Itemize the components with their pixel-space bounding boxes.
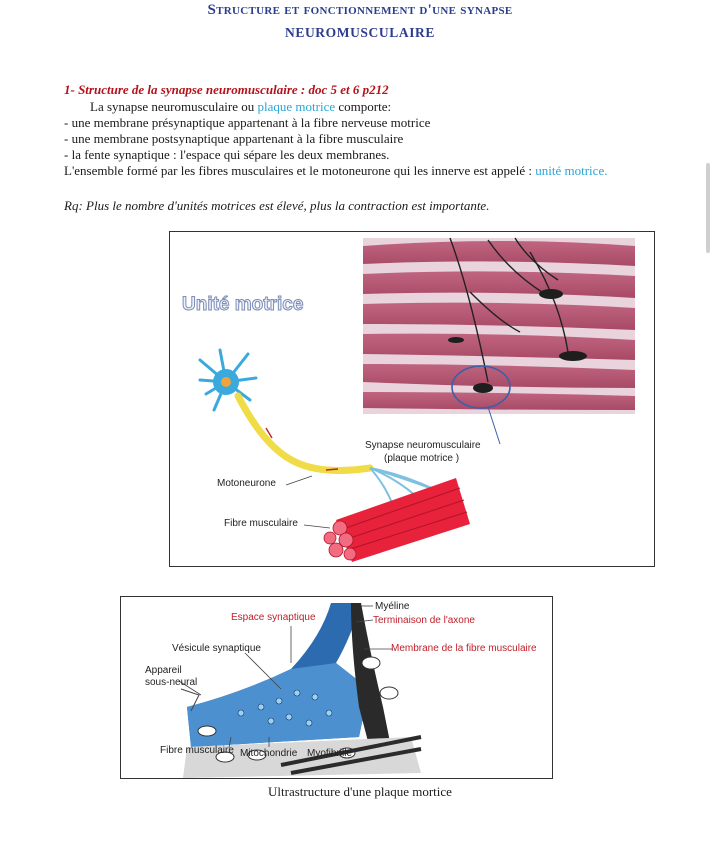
appareil-label: Appareil <box>145 665 182 676</box>
figure-caption: Ultrastructure d'une plaque mortice <box>268 784 452 799</box>
ensemble-text: L'ensemble formé par les fibres musculaires et le motoneurone qui les innerve est appelé : <box>64 163 536 178</box>
muscle-fibre-bundle <box>324 478 470 562</box>
page-title: Structure et fonctionnement d'une synapse <box>207 2 513 18</box>
myeline-label: Myéline <box>375 601 410 612</box>
fibre-musculaire-label-2: Fibre musculaire <box>160 745 234 756</box>
unite-motrice-illustration <box>170 232 654 566</box>
sous-neural-label: sous-neural <box>145 677 198 688</box>
membrane-fibre-label: Membrane de la fibre musculaire <box>391 643 537 654</box>
terminaison-label: Terminaison de l'axone <box>373 615 475 626</box>
intro-text: La synapse neuromusculaire ou <box>90 99 258 114</box>
mitochondrie-label: Mitochondrie <box>240 748 298 759</box>
motoneurone-label: Motoneurone <box>217 478 276 489</box>
figure-ultrastructure <box>120 596 553 779</box>
bullet-postsynaptic: - une membrane postsynaptique appartenant à la fibre musculaire <box>64 131 404 146</box>
intro-end: comporte: <box>335 99 392 114</box>
ensemble-paragraph <box>64 163 654 179</box>
bullet-presynaptic: - une membrane présynaptique appartenant à la fibre nerveuse motrice <box>64 115 431 130</box>
section-heading: 1- Structure de la synapse neuromusculaire : doc 5 et 6 p212 <box>64 82 389 97</box>
scrollbar[interactable] <box>706 163 710 253</box>
page-subtitle: NEUROMUSCULAIRE <box>284 25 435 40</box>
espace-synaptique-label: Espace synaptique <box>231 612 316 623</box>
remark: Rq: Plus le nombre d'unités motrices est élevé, plus la contraction est importante. <box>64 198 490 213</box>
figure-unite-motrice <box>169 231 655 567</box>
plaque-motrice-term: plaque motrice <box>257 99 336 114</box>
unite-motrice-title: Unité motrice <box>182 294 304 315</box>
unite-motrice-term: unité motrice. <box>535 163 608 178</box>
synapse-label: Synapse neuromusculaire <box>365 440 481 451</box>
fibre-musculaire-label: Fibre musculaire <box>224 518 298 529</box>
intro-paragraph <box>64 99 654 115</box>
plaque-label: (plaque motrice ) <box>384 453 460 464</box>
bullet-fente: - la fente synaptique : l'espace qui sépare les deux membranes. <box>64 147 390 162</box>
myofibrille-label: Myofibrille <box>307 748 353 759</box>
muscle-micrograph <box>363 238 635 444</box>
vesicule-label: Vésicule synaptique <box>172 643 261 654</box>
